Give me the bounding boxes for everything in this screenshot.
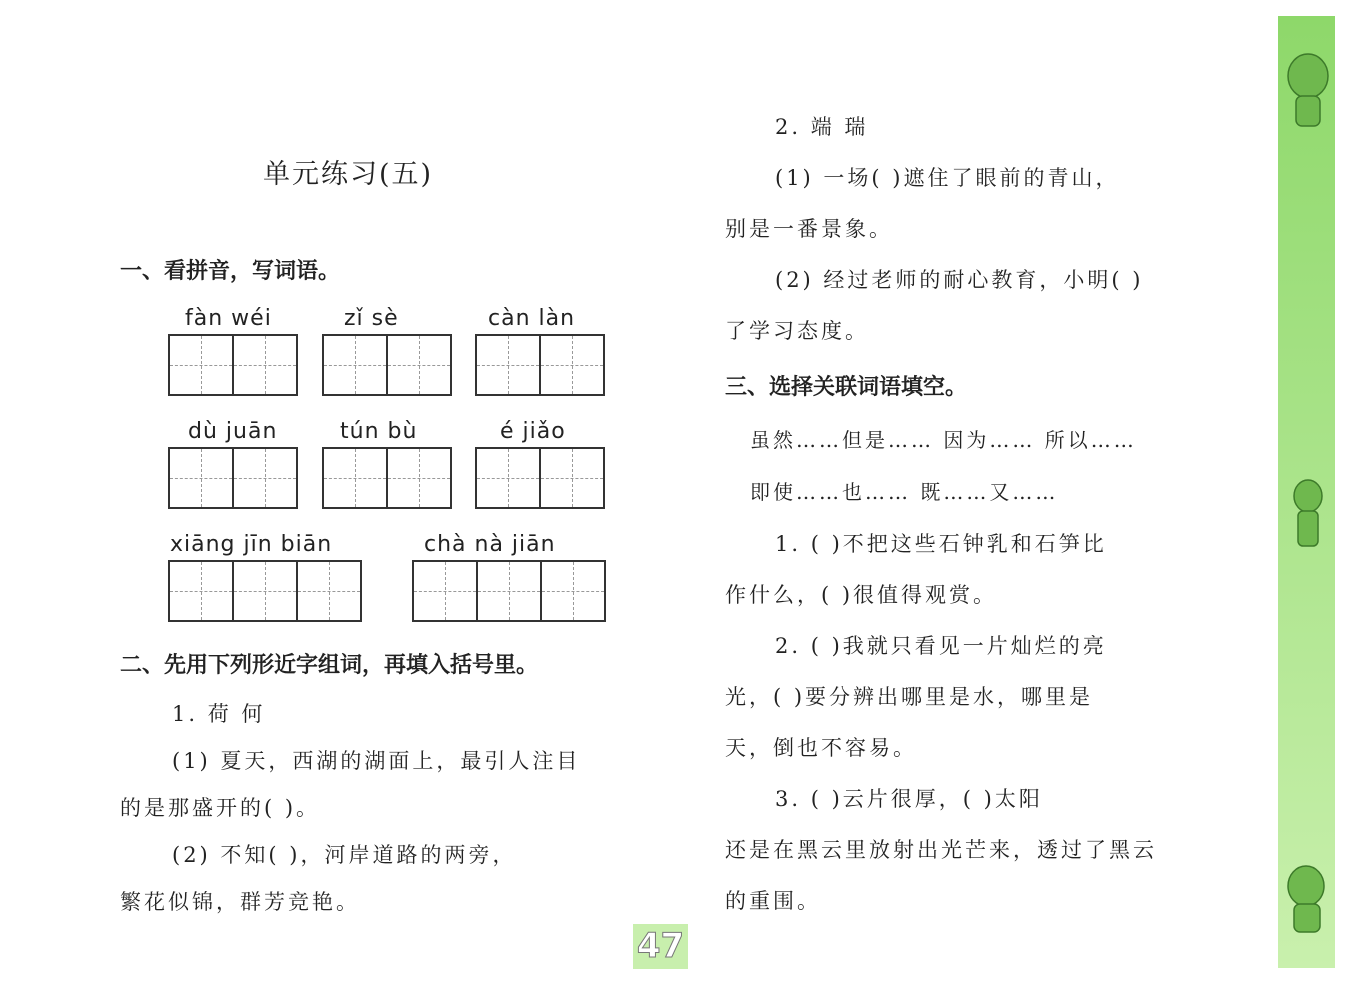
question-text: 作什么，( )很值得观赏。 [725, 583, 998, 607]
writing-grid[interactable] [168, 560, 362, 622]
question-text: 别是一番景象。 [725, 217, 893, 241]
writing-grid[interactable] [168, 334, 298, 396]
pinyin-label: chà nà jiān [424, 532, 556, 557]
question-text: 3. ( )云片很厚，( )太阳 [775, 787, 1043, 811]
question-text: 2. ( )我就只看见一片灿烂的亮 [775, 634, 1107, 658]
question-text: (1) 夏天，西湖的湖面上，最引人注目 [172, 749, 581, 773]
question-text: (2) 经过老师的耐心教育，小明( ) [775, 268, 1144, 292]
question-text: 了学习态度。 [725, 319, 869, 343]
cartoon-figures-icon [1278, 16, 1335, 968]
writing-grid[interactable] [322, 334, 452, 396]
pinyin-label: dù juān [188, 419, 278, 444]
question-text: 还是在黑云里放射出光芒来，透过了黑云 [725, 838, 1157, 862]
writing-grid[interactable] [475, 334, 605, 396]
question-chars: 2. 端 瑞 [775, 115, 869, 139]
section2-heading: 二、先用下列形近字组词，再填入括号里。 [120, 653, 539, 678]
pinyin-label: càn làn [488, 306, 576, 331]
connector-options: 即使……也…… 既……又…… [750, 480, 1059, 504]
question-text: (2) 不知( )，河岸道路的两旁， [172, 843, 517, 867]
section3-heading: 三、选择关联词语填空。 [725, 375, 968, 400]
question-text: 1. ( )不把这些石钟乳和石笋比 [775, 532, 1107, 556]
pinyin-label: tún bù [340, 419, 418, 444]
pinyin-label: zǐ sè [344, 306, 399, 331]
question-text: (1) 一场( )遮住了眼前的青山， [775, 166, 1120, 190]
writing-grid[interactable] [475, 447, 605, 509]
pinyin-label: xiāng jīn biān [170, 532, 333, 557]
writing-grid[interactable] [412, 560, 606, 622]
writing-grid[interactable] [168, 447, 298, 509]
page-number: 47 [633, 924, 688, 969]
question-text: 天，倒也不容易。 [725, 736, 917, 760]
section1-heading: 一、看拼音，写词语。 [120, 259, 341, 284]
connector-options: 虽然……但是…… 因为…… 所以…… [750, 428, 1137, 452]
writing-grid[interactable] [322, 447, 452, 509]
question-text: 的是那盛开的( )。 [120, 796, 321, 820]
decorative-green-band [1278, 16, 1335, 968]
pinyin-label: é jiǎo [500, 419, 566, 444]
page-title: 单元练习(五) [263, 159, 434, 190]
question-text: 繁花似锦，群芳竞艳。 [120, 890, 360, 914]
question-text: 的重围。 [725, 889, 821, 913]
question-chars: 1. 荷 何 [172, 702, 266, 726]
question-text: 光，( )要分辨出哪里是水，哪里是 [725, 685, 1094, 709]
pinyin-label: fàn wéi [185, 306, 272, 331]
